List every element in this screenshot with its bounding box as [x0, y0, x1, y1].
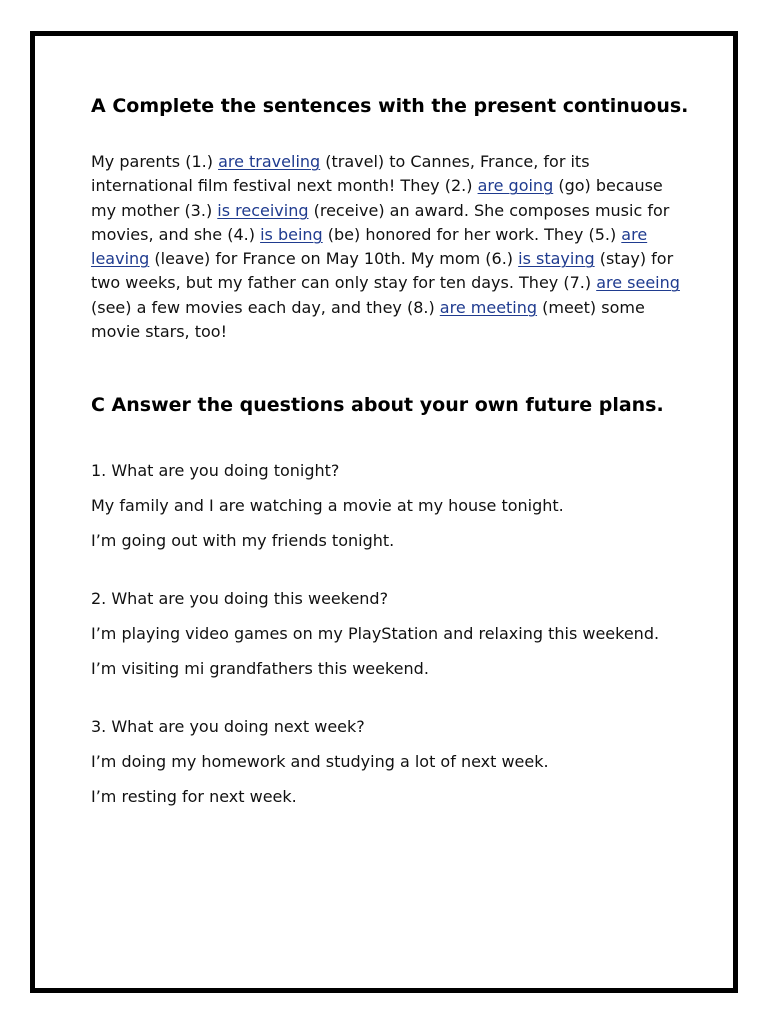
answer-2a: I’m playing video games on my PlayStation and relaxing this weekend.: [91, 624, 660, 644]
question-block-1: [91, 459, 691, 553]
answer-fill-1: are traveling: [218, 152, 321, 171]
paragraph-text: (receive) an award. She composes music for movies, and she (4.): [91, 200, 670, 244]
answer-fill-3: is receiving: [217, 200, 309, 220]
paragraph-text: My parents (1.): [91, 152, 219, 171]
section-a-paragraph: [91, 150, 691, 344]
paragraph-text: (be) honored for her work. They (5.): [322, 224, 622, 244]
paragraph-text: (stay) for two weeks, but my father can only stay for ten days. They (7.): [91, 249, 674, 293]
answer-2b: I’m visiting mi grandfathers this weekend.: [91, 659, 429, 679]
answer-fill-2: are going: [477, 176, 554, 196]
question-block-3: [91, 715, 691, 809]
section-a-title: A Complete the sentences with the present continuous.: [91, 95, 689, 117]
paragraph-text: (travel) to Cannes, France, for its international film festival next month! They (2.): [91, 152, 590, 196]
question-3: 3. What are you doing next week?: [91, 717, 365, 737]
answer-fill-8: are meeting: [439, 297, 538, 317]
answer-fill-7: are seeing: [596, 273, 680, 293]
section-c-title: C Answer the questions about your own future plans.: [91, 394, 664, 417]
answer-1a: My family and I are watching a movie at my house tonight.: [91, 496, 564, 516]
paragraph-text: (meet) some movie stars, too!: [91, 297, 645, 342]
answer-fill-6: is staying: [518, 249, 595, 269]
answer-3a: I’m doing my homework and studying a lot of next week.: [91, 752, 549, 772]
paragraph-text: (go) because my mother (3.): [91, 176, 663, 220]
answer-fill-4: is being: [260, 224, 323, 244]
answer-3b: I’m resting for next week.: [91, 787, 297, 807]
answer-fill-5: are leaving: [91, 224, 648, 269]
page-frame: [30, 31, 738, 993]
question-2: 2. What are you doing this weekend?: [91, 589, 389, 609]
question-1: 1. What are you doing tonight?: [91, 461, 340, 481]
question-block-2: [91, 587, 691, 681]
paragraph-text: (leave) for France on May 10th. My mom (6.): [149, 249, 519, 269]
worksheet-content: [91, 92, 691, 820]
paragraph-text: (see) a few movies each day, and they (8.): [91, 297, 440, 317]
answer-1b: I’m going out with my friends tonight.: [91, 531, 395, 551]
